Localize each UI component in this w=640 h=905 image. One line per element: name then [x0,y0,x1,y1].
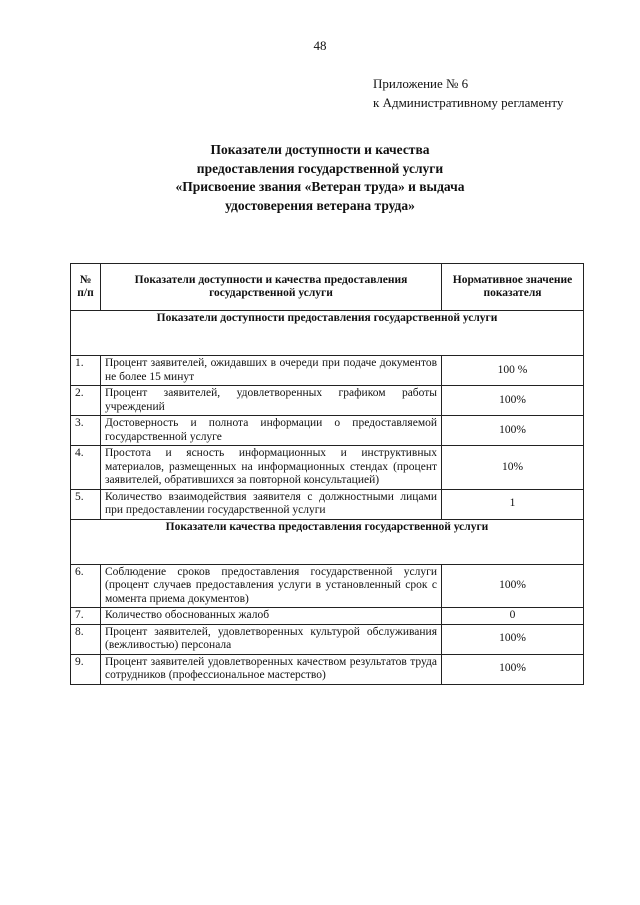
row-value: 10% [442,446,584,490]
row-value: 100% [442,564,584,608]
table-row [71,356,584,386]
row-number: 6. [71,564,101,608]
row-indicator: Количество обоснованных жалоб [101,608,442,625]
row-indicator: Процент заявителей, удовлетворенных графиком работы учреждений [101,386,442,416]
row-value: 100 % [442,356,584,386]
title-line-4: удостоверения ветерана труда» [225,197,415,213]
row-value: 100% [442,416,584,446]
title-line-1: Показатели доступности и качества [210,142,430,157]
row-value: 100% [442,624,584,654]
section-title: Показатели качества предоставления государственной услуги [71,519,584,564]
row-indicator: Процент заявителей, удовлетворенных культурой обслуживания (вежливостью) персонала [101,624,442,654]
section-title: Показатели доступности предоставления государственной услуги [71,311,584,356]
row-indicator: Процент заявителей удовлетворенных качеством результатов труда сотрудников (профессиональное мастерство) [101,654,442,684]
header-indicator: Показатели доступности и качества предоставления государственной услуги [101,264,442,311]
appendix-line-1: Приложение № 6 [373,76,469,91]
row-indicator: Достоверность и полнота информации о предоставляемой государственной услуге [101,416,442,446]
row-indicator: Соблюдение сроков предоставления государственной услуги (процент случаев предоставления услуги в установленный срок с момента приема документов) [101,564,442,608]
row-number: 4. [71,446,101,490]
row-number: 3. [71,416,101,446]
title-line-3: «Присвоение звания «Ветеран труда» и выдача [175,179,465,194]
row-number: 1. [71,356,101,386]
header-num: № п/п [71,264,101,311]
row-number: 5. [71,489,101,519]
row-number: 9. [71,654,101,684]
title-line-2: предоставления государственной услуги [196,160,444,176]
table-row [71,654,584,684]
appendix-line-2: к Административному регламенту [373,95,564,110]
table-header-row [71,264,584,311]
row-number: 7. [71,608,101,625]
table-row [71,608,584,625]
appendix-note [373,74,563,112]
table-row [71,446,584,490]
row-number: 2. [71,386,101,416]
row-value: 1 [442,489,584,519]
row-indicator: Процент заявителей, ожидавших в очереди при подаче документов не более 15 минут [101,356,442,386]
header-value: Нормативное значение показателя [442,264,584,311]
table-row [71,564,584,608]
table-row [71,386,584,416]
row-number: 8. [71,624,101,654]
page-number: 48 [313,38,327,53]
table-row [71,416,584,446]
row-value: 100% [442,386,584,416]
table-row [71,489,584,519]
indicators-table [70,263,584,685]
table-row [71,624,584,654]
row-value: 100% [442,654,584,684]
section-header-row [71,519,584,564]
row-indicator: Простота и ясность информационных и инструктивных материалов, размещенных на информационных стендах (процент заявителей, обратившихся за повторной консультацией) [101,446,442,490]
row-value: 0 [442,608,584,625]
document-title [0,141,640,215]
section-header-row [71,311,584,356]
row-indicator: Количество взаимодействия заявителя с должностными лицами при предоставлении государственной услуги [101,489,442,519]
